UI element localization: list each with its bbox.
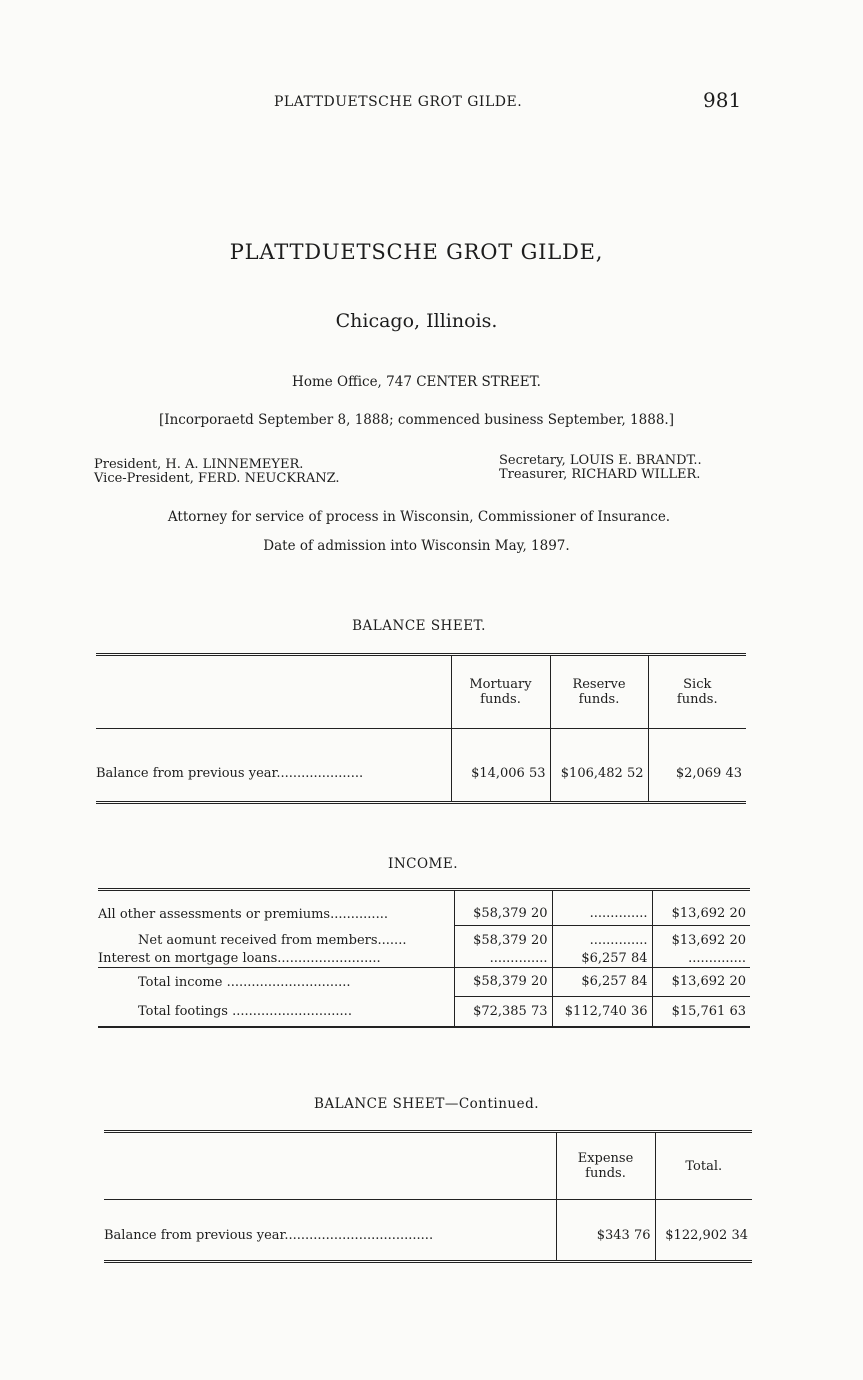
header-word: Expense [577, 1151, 634, 1166]
table-cell: .............. [454, 949, 552, 968]
table-cell: .............. [652, 949, 750, 968]
attorney-note: Attorney for service of process in Wisconsin, Commissioner of Insurance. [167, 509, 671, 525]
running-title: PLATTDUETSCHE GROT GILDE. [274, 94, 523, 110]
company-name: PLATTDUETSCHE GROT GILDE, [229, 240, 604, 264]
table-cell: $14,006 53 [451, 729, 550, 803]
header-word: funds. [578, 692, 620, 707]
header-word: Reserve [572, 677, 626, 692]
table-row: Net aomunt received from members....... [138, 932, 407, 948]
vice-president: Vice-President, FERD. NEUCKRANZ. [94, 471, 340, 486]
admission-date: Date of admission into Wisconsin May, 1897. [263, 538, 570, 554]
balance-sheet-table [96, 653, 746, 804]
table-cell: $58,379 20 [454, 968, 552, 997]
table-cell: .............. [552, 903, 652, 925]
secretary: Secretary, LOUIS E. BRANDT.. [499, 453, 702, 468]
income-table [98, 888, 750, 1028]
home-office: Home Office, 747 CENTER STREET. [292, 374, 541, 390]
table-cell: $13,692 20 [652, 968, 750, 997]
table-cell: $13,692 20 [652, 925, 750, 949]
table-cell: .............. [552, 925, 652, 949]
table-cell: $122,902 34 [655, 1200, 752, 1262]
col-reserve-funds [550, 655, 648, 729]
header-word: funds. [480, 692, 521, 707]
company-location: Chicago, Illinois. [335, 310, 498, 332]
table-row: Total footings ............................. [138, 1003, 352, 1019]
table-cell: $2,069 43 [648, 729, 746, 803]
header-word: funds. [676, 692, 718, 707]
col-mortuary-funds [451, 655, 550, 729]
table-cell: $13,692 20 [652, 903, 750, 925]
col-total: Total. [655, 1132, 752, 1200]
incorporation-note: [Incorporaetd September 8, 1888; commenced business September, 1888.] [159, 412, 674, 428]
col-expense-funds [556, 1132, 655, 1200]
header-word: Sick [683, 677, 712, 692]
table-cell: $72,385 73 [454, 996, 552, 1027]
balance-sheet-continued-title: BALANCE SHEET—Continued. [313, 1096, 540, 1112]
col-sick-funds [648, 655, 746, 729]
table-row: Interest on mortgage loans......................... [98, 949, 454, 968]
page-number: 981 [703, 88, 742, 112]
header-word: Mortuary [469, 677, 532, 692]
income-title: INCOME. [387, 856, 458, 872]
table-cell: $58,379 20 [454, 925, 552, 949]
table-row-label: Balance from previous year..................... [96, 765, 364, 781]
table-cell: $15,761 63 [652, 996, 750, 1027]
treasurer: Treasurer, RICHARD WILLER. [499, 467, 701, 482]
table-cell: $343 76 [556, 1200, 655, 1262]
table-cell: $6,257 84 [552, 968, 652, 997]
table-row: All other assessments or premiums.............. [98, 906, 388, 922]
officers-right [499, 454, 702, 482]
officers-left [94, 458, 340, 486]
table-cell: $106,482 52 [550, 729, 648, 803]
table-row-label: Balance from previous year.................................... [104, 1227, 434, 1243]
president: President, H. A. LINNEMEYER. [94, 457, 304, 472]
balance-sheet-continued-table [104, 1130, 752, 1263]
table-cell: $112,740 36 [552, 996, 652, 1027]
table-cell: $6,257 84 [552, 949, 652, 968]
table-row: Total income .............................. [138, 974, 351, 990]
balance-sheet-title: BALANCE SHEET. [352, 618, 486, 634]
table-cell: $58,379 20 [454, 903, 552, 925]
header-word: funds. [585, 1166, 626, 1181]
